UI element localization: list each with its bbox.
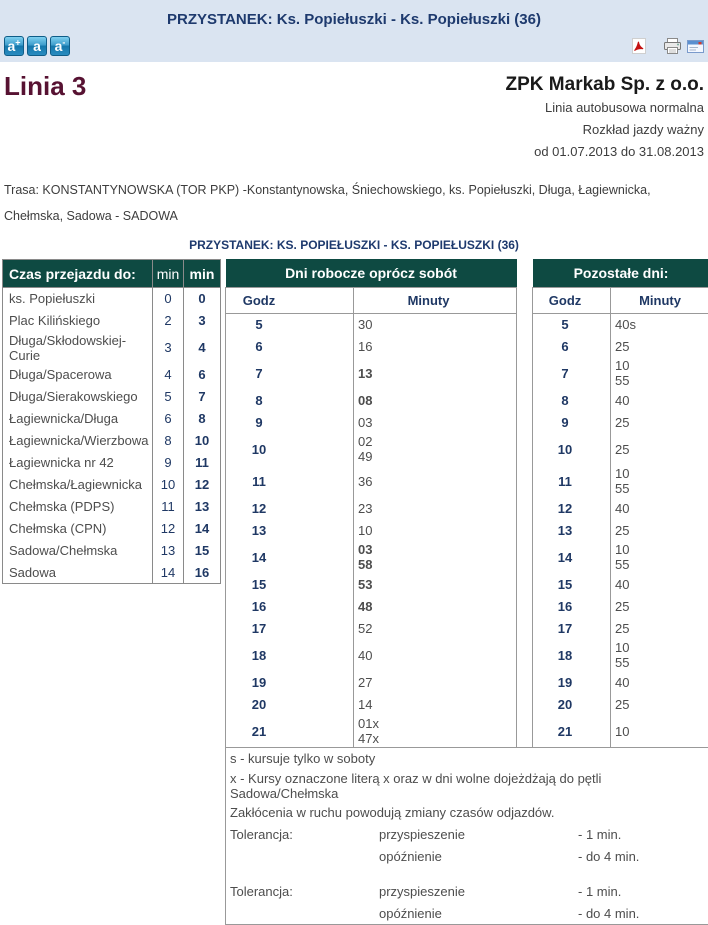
min-col2-cell: 10 — [184, 430, 221, 452]
hour-cell-other: 15 — [533, 573, 611, 595]
minutes-cell-weekday — [354, 715, 517, 748]
minute-value: 25 — [615, 621, 677, 636]
minute-value: 02 — [358, 434, 447, 449]
spacer-cell — [517, 411, 533, 433]
minutes-cell-other — [611, 715, 708, 748]
spacer-cell — [517, 389, 533, 411]
spacer-cell — [517, 595, 533, 617]
timetable-row — [226, 313, 708, 335]
hour-cell-weekday: 15 — [226, 573, 354, 595]
minutes-cell-other — [611, 465, 708, 497]
spacer-cell — [517, 357, 533, 389]
section-spacer — [517, 259, 533, 287]
travel-row — [3, 288, 221, 310]
minutes-cell-weekday — [354, 465, 517, 497]
minute-value: 48 — [358, 599, 447, 614]
hour-cell-weekday: 5 — [226, 313, 354, 335]
tolerance-label: Tolerancja: — [230, 884, 379, 899]
spacer-cell — [517, 335, 533, 357]
minute-value: 25 — [615, 599, 677, 614]
min-col2-cell: 7 — [184, 386, 221, 408]
hour-cell-weekday: 18 — [226, 639, 354, 671]
hour-cell-other: 16 — [533, 595, 611, 617]
email-icon[interactable] — [687, 40, 704, 53]
minutes-cell-weekday — [354, 389, 517, 411]
minutes-cell-other — [611, 411, 708, 433]
footnote-cell: x - Kursy oznaczone literą x oraz w dni wolne dojeżdżają do pętli Sadowa/Chełmska — [226, 770, 708, 802]
minute-value: 08 — [358, 393, 447, 408]
spacer-cell — [517, 671, 533, 693]
spacer-cell — [517, 715, 533, 748]
min-col1-cell: 10 — [153, 474, 184, 496]
minutes-cell-weekday — [354, 617, 517, 639]
timetable-row — [226, 693, 708, 715]
tolerance-value: - 1 min. — [578, 827, 621, 842]
minute-value: 25 — [615, 523, 677, 538]
minute-value: 10 — [615, 640, 677, 655]
footnote-cell — [226, 846, 708, 868]
spacer-cell — [517, 465, 533, 497]
minutes-cell-weekday — [354, 693, 517, 715]
hour-cell-other: 5 — [533, 313, 611, 335]
company-name: ZPK Markab Sp. z o.o. — [506, 72, 704, 97]
minute-value: 55 — [615, 373, 677, 388]
minute-value: 55 — [615, 655, 677, 670]
min-col2-cell: 8 — [184, 408, 221, 430]
travel-row — [3, 408, 221, 430]
minute-value: 53 — [358, 577, 447, 592]
minute-value: 36 — [358, 474, 447, 489]
minute-value: 58 — [358, 557, 447, 572]
line-type: Linia autobusowa normalna — [506, 97, 704, 119]
minute-value: 55 — [615, 481, 677, 496]
timetable-row — [226, 671, 708, 693]
footnote-row — [226, 770, 708, 802]
footnote-cell — [226, 903, 708, 925]
print-icon[interactable] — [663, 38, 682, 54]
travel-time-table — [2, 259, 221, 584]
timetable-row — [226, 519, 708, 541]
spacer-cell — [517, 433, 533, 465]
min-col1-cell: 8 — [153, 430, 184, 452]
minute-value: 23 — [358, 501, 447, 516]
travel-row — [3, 474, 221, 496]
weekday-section-header: Dni robocze oprócz sobót — [226, 259, 517, 287]
hour-cell-other: 6 — [533, 335, 611, 357]
minutes-cell-weekday — [354, 497, 517, 519]
minute-value: 10 — [615, 358, 677, 373]
hour-cell-other: 8 — [533, 389, 611, 411]
timetable-row — [226, 595, 708, 617]
minutes-cell-weekday — [354, 433, 517, 465]
line-title: Linia 3 — [4, 72, 86, 163]
minutes-cell-weekday — [354, 595, 517, 617]
minute-value: 10 — [358, 523, 447, 538]
minutes-cell-other — [611, 357, 708, 389]
minute-value: 16 — [358, 339, 447, 354]
footnote-row — [226, 881, 708, 903]
departures-table — [225, 259, 708, 925]
minutes-cell-weekday — [354, 541, 517, 573]
tolerance-value: - do 4 min. — [578, 849, 639, 864]
timetable-row — [226, 357, 708, 389]
stop-name-cell: Długa/Skłodowskiej-Curie — [3, 332, 153, 364]
minute-value: 52 — [358, 621, 447, 636]
minutes-cell-other — [611, 573, 708, 595]
minute-value: 49 — [358, 449, 447, 464]
travel-row — [3, 496, 221, 518]
timetable-row — [226, 433, 708, 465]
stop-name-cell: Plac Kilińskiego — [3, 310, 153, 332]
stop-title: PRZYSTANEK: KS. POPIEŁUSZKI - KS. POPIEŁUSZKI (36) — [2, 238, 706, 252]
min-col1-cell: 9 — [153, 452, 184, 474]
travel-header-row — [3, 260, 221, 288]
timetable-row — [226, 639, 708, 671]
minute-value: 25 — [615, 415, 677, 430]
min-col2-cell: 12 — [184, 474, 221, 496]
route-description: Trasa: KONSTANTYNOWSKA (TOR PKP) -Konstantynowska, Śniechowskiego, ks. Popiełuszki, Długa, Łagiewnicka, Chełmska, Sadowa - SADOWA — [2, 177, 706, 229]
tolerance-value: - 1 min. — [578, 884, 621, 899]
min-col1-cell: 0 — [153, 288, 184, 310]
footnote-row — [226, 748, 708, 770]
hour-cell-weekday: 20 — [226, 693, 354, 715]
travel-row — [3, 386, 221, 408]
line-header — [2, 62, 706, 163]
footnote-row — [226, 868, 708, 881]
minute-value: 27 — [358, 675, 447, 690]
company-block — [506, 72, 704, 163]
stop-name-cell: Chełmska (CPN) — [3, 518, 153, 540]
stop-name-cell: Sadowa/Chełmska — [3, 540, 153, 562]
timetable-row — [226, 411, 708, 433]
min-col2-cell: 14 — [184, 518, 221, 540]
min-col2-cell: 11 — [184, 452, 221, 474]
minutes-cell-other — [611, 541, 708, 573]
min-col1-cell: 5 — [153, 386, 184, 408]
tolerance-type: przyspieszenie — [379, 884, 578, 899]
min-col1-cell: 6 — [153, 408, 184, 430]
minute-value: 30 — [358, 317, 447, 332]
footnote-cell — [226, 868, 708, 881]
hour-cell-other: 10 — [533, 433, 611, 465]
travel-row — [3, 430, 221, 452]
minute-value: 40 — [615, 501, 677, 516]
hour-cell-weekday: 21 — [226, 715, 354, 748]
hour-cell-other: 13 — [533, 519, 611, 541]
stop-name-cell: Chełmska (PDPS) — [3, 496, 153, 518]
otherdays-hour-col-header: Godz — [533, 287, 611, 313]
hour-cell-weekday: 9 — [226, 411, 354, 433]
hour-cell-other: 21 — [533, 715, 611, 748]
spacer-cell — [517, 497, 533, 519]
weekday-minutes-col-header: Minuty — [354, 287, 517, 313]
hour-cell-weekday: 6 — [226, 335, 354, 357]
min-col2-cell: 0 — [184, 288, 221, 310]
timetable-row — [226, 389, 708, 411]
tolerance-value: - do 4 min. — [578, 906, 639, 921]
hour-cell-other: 17 — [533, 617, 611, 639]
footnote-cell — [226, 881, 708, 903]
minute-value: 40 — [615, 675, 677, 690]
minute-value: 03 — [358, 415, 447, 430]
footnote-row — [226, 903, 708, 925]
minute-value: 40 — [615, 577, 677, 592]
timetable-row — [226, 497, 708, 519]
otherdays-section-header: Pozostałe dni: — [533, 259, 708, 287]
minute-value: 10 — [615, 542, 677, 557]
minutes-cell-other — [611, 617, 708, 639]
hour-cell-other: 19 — [533, 671, 611, 693]
spacer-cell — [517, 519, 533, 541]
travel-row — [3, 540, 221, 562]
minute-value: 13 — [358, 366, 447, 381]
minute-value: 25 — [615, 442, 677, 457]
hour-cell-weekday: 10 — [226, 433, 354, 465]
action-icons — [631, 38, 704, 54]
min-col1-cell: 12 — [153, 518, 184, 540]
minute-value: 55 — [615, 557, 677, 572]
minutes-cell-weekday — [354, 573, 517, 595]
stop-name-cell: Chełmska/Łagiewnicka — [3, 474, 153, 496]
column-header-row — [226, 287, 708, 313]
footnote-row — [226, 824, 708, 846]
travel-row — [3, 310, 221, 332]
travel-row — [3, 562, 221, 584]
min-col1-cell: 3 — [153, 332, 184, 364]
minutes-cell-other — [611, 497, 708, 519]
tolerance-type: opóźnienie — [379, 906, 578, 921]
hour-cell-other: 20 — [533, 693, 611, 715]
pdf-icon[interactable] — [631, 38, 647, 54]
hour-cell-other: 7 — [533, 357, 611, 389]
validity-label: Rozkład jazdy ważny — [506, 119, 704, 141]
font-decrease-icon[interactable]: a- — [50, 36, 70, 56]
hour-cell-other: 12 — [533, 497, 611, 519]
spacer-cell — [517, 573, 533, 595]
timetable-row — [226, 465, 708, 497]
min-col2-cell: 6 — [184, 364, 221, 386]
minutes-cell-other — [611, 313, 708, 335]
min-col2-cell: 3 — [184, 310, 221, 332]
min-col2-cell: 4 — [184, 332, 221, 364]
travel-row — [3, 332, 221, 364]
spacer-cell — [517, 541, 533, 573]
weekday-hour-col-header: Godz — [226, 287, 354, 313]
timetable-row — [226, 715, 708, 748]
section-header-row — [226, 259, 708, 287]
validity-dates: od 01.07.2013 do 31.08.2013 — [506, 141, 704, 163]
footnote-cell — [226, 824, 708, 846]
minutes-cell-other — [611, 335, 708, 357]
hour-cell-weekday: 13 — [226, 519, 354, 541]
min-col1-cell: 4 — [153, 364, 184, 386]
hour-cell-other: 14 — [533, 541, 611, 573]
travel-row — [3, 364, 221, 386]
minutes-cell-other — [611, 519, 708, 541]
stop-name-cell: Długa/Spacerowa — [3, 364, 153, 386]
minute-value: 25 — [615, 339, 677, 354]
min-col1-cell: 11 — [153, 496, 184, 518]
minutes-cell-weekday — [354, 335, 517, 357]
timetable-row — [226, 335, 708, 357]
page-title: PRZYSTANEK: Ks. Popiełuszki - Ks. Popiełuszki (36) — [0, 0, 708, 28]
minute-value: 40 — [358, 648, 447, 663]
footnote-cell: s - kursuje tylko w soboty — [226, 748, 708, 770]
minute-value: 47x — [358, 731, 447, 746]
hour-cell-weekday: 11 — [226, 465, 354, 497]
hour-cell-weekday: 16 — [226, 595, 354, 617]
otherdays-minutes-col-header: Minuty — [611, 287, 708, 313]
min-col2-cell: 15 — [184, 540, 221, 562]
stop-name-cell: Łagiewnicka nr 42 — [3, 452, 153, 474]
hour-cell-other: 11 — [533, 465, 611, 497]
stop-name-cell: Łagiewnicka/Długa — [3, 408, 153, 430]
minutes-cell-other — [611, 671, 708, 693]
minute-value: 10 — [615, 724, 677, 739]
stop-name-cell: Długa/Sierakowskiego — [3, 386, 153, 408]
stop-name-cell: ks. Popiełuszki — [3, 288, 153, 310]
minutes-cell-other — [611, 433, 708, 465]
timetable-row — [226, 617, 708, 639]
font-normal-icon[interactable]: a — [27, 36, 47, 56]
minute-value: 01x — [358, 716, 447, 731]
minute-value: 10 — [615, 466, 677, 481]
hour-cell-other: 9 — [533, 411, 611, 433]
hour-cell-weekday: 12 — [226, 497, 354, 519]
hour-cell-weekday: 7 — [226, 357, 354, 389]
footnote-row — [226, 802, 708, 824]
timetable-row — [226, 573, 708, 595]
hour-cell-weekday: 14 — [226, 541, 354, 573]
tolerance-type: opóźnienie — [379, 849, 578, 864]
travel-row — [3, 518, 221, 540]
min-col2-cell: 13 — [184, 496, 221, 518]
min-col1-header: min — [153, 260, 184, 288]
timetable-row — [226, 541, 708, 573]
top-banner — [0, 0, 708, 62]
timetable-area — [2, 259, 706, 925]
spacer-cell — [517, 639, 533, 671]
minute-value: 14 — [358, 697, 447, 712]
stop-name-cell: Sadowa — [3, 562, 153, 584]
minute-value: 40s — [615, 317, 677, 332]
footnote-cell: Zakłócenia w ruchu powodują zmiany czasów odjazdów. — [226, 802, 708, 824]
minute-value: 25 — [615, 697, 677, 712]
minute-value: 03 — [358, 542, 447, 557]
minutes-cell-weekday — [354, 639, 517, 671]
min-col1-cell: 13 — [153, 540, 184, 562]
footnote-row — [226, 846, 708, 868]
travel-row — [3, 452, 221, 474]
minutes-cell-other — [611, 693, 708, 715]
minutes-cell-weekday — [354, 671, 517, 693]
tolerance-type: przyspieszenie — [379, 827, 578, 842]
font-increase-icon[interactable]: a+ — [4, 36, 24, 56]
minutes-cell-weekday — [354, 411, 517, 433]
hour-cell-weekday: 19 — [226, 671, 354, 693]
min-col1-cell: 2 — [153, 310, 184, 332]
minutes-cell-weekday — [354, 519, 517, 541]
min-col1-cell: 14 — [153, 562, 184, 584]
section-spacer — [517, 287, 533, 313]
hour-cell-weekday: 17 — [226, 617, 354, 639]
minutes-cell-other — [611, 595, 708, 617]
min-col2-cell: 16 — [184, 562, 221, 584]
minutes-cell-weekday — [354, 357, 517, 389]
hour-cell-weekday: 8 — [226, 389, 354, 411]
minutes-cell-weekday — [354, 313, 517, 335]
minutes-cell-other — [611, 639, 708, 671]
min-col2-header: min — [184, 260, 221, 288]
minute-value: 40 — [615, 393, 677, 408]
hour-cell-other: 18 — [533, 639, 611, 671]
tolerance-label: Tolerancja: — [230, 827, 379, 842]
stop-name-cell: Łagiewnicka/Wierzbowa — [3, 430, 153, 452]
travel-header-label: Czas przejazdu do: — [3, 260, 153, 288]
spacer-cell — [517, 693, 533, 715]
spacer-cell — [517, 617, 533, 639]
spacer-cell — [517, 313, 533, 335]
font-size-controls — [4, 36, 70, 56]
minutes-cell-other — [611, 389, 708, 411]
